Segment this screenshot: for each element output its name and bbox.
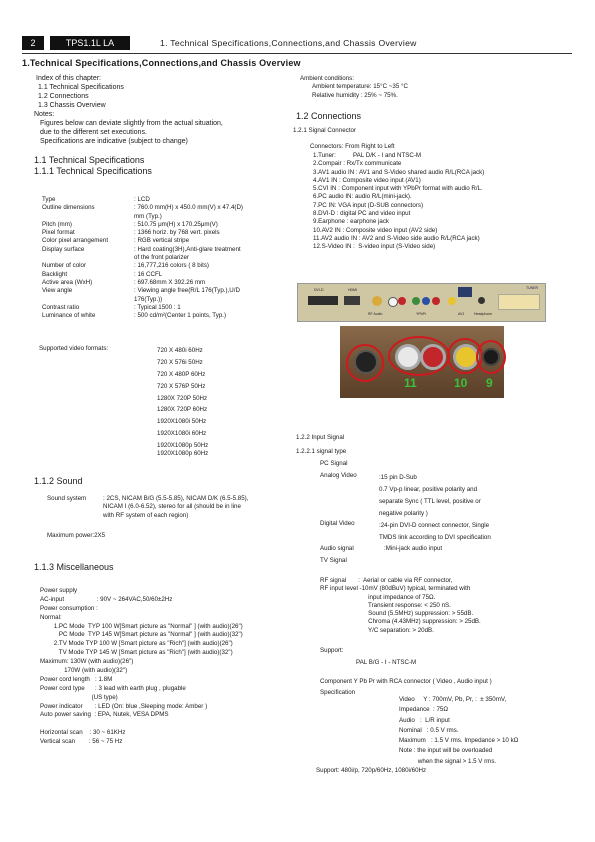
spec-label: Type	[42, 196, 56, 203]
spec-row	[42, 271, 292, 279]
rf-line: Chroma (4.43MHz) suppression: > 25dB.	[320, 618, 481, 626]
audio-port-red	[398, 297, 406, 305]
digital-line: TMDS link according to DVI specification	[379, 534, 491, 541]
spec-row	[42, 213, 292, 221]
video-format-item: 1280X 720P 60Hz	[157, 406, 208, 414]
support-label: Support:	[320, 647, 344, 654]
misc-list	[40, 587, 243, 747]
misc-line: Power consumption :	[40, 604, 98, 612]
callout-label-9: 9	[486, 376, 493, 390]
component-line: Maximum : 1.5 V rms. Impedance > 10 kΩ	[399, 737, 519, 745]
spec-value: : Hard coating(3H),Anti-glare treatment	[134, 245, 241, 253]
section-1-2-heading: 1.2 Connections	[296, 111, 362, 121]
connector-item: 2.Compair : Rx/Tx communicate	[313, 160, 402, 168]
sound-line: : 2CS, NICAM B/G (5.5-5.85), NICAM D/K (6.5-5.85),	[103, 495, 249, 502]
connector-item: 6.PC audio IN: audio R/L(mini-jack).	[313, 193, 412, 201]
main-title: 1.Technical Specifications,Connections,and Chassis Overview	[22, 58, 301, 68]
component-line: Note : the input will be overloaded	[399, 747, 493, 755]
video-formats-label: Supported video formats:	[39, 345, 109, 352]
sound-line: NICAM I (6.0-6.52), stereo for all (should be in line	[103, 503, 241, 511]
spec-value: : 760.0 mm(H) x 450.0 mm(V) x 47.4(D)	[134, 204, 243, 212]
connector-item: 11.AV2 audio IN : AV2 and S-Video side audio R/L(RCA jack)	[313, 234, 480, 242]
rf-line: Transient response: < 250 nS.	[320, 601, 451, 609]
spec-value: : Viewing angle free(R/L 176(Typ.),U/D	[134, 287, 240, 295]
callout-ring-9	[476, 340, 506, 374]
model-name: TPS1.1L LA	[65, 38, 115, 48]
component-support: Support: 480i/p, 720p/60Hz, 1080i/60Hz	[316, 767, 427, 774]
digital-line: :24-pin DVI-D connect connector, Single	[379, 522, 490, 529]
spec-value: : 16 CCFL	[134, 270, 163, 278]
notes-line: due to the different set executions.	[40, 129, 147, 136]
analog-line: :15 pin D-Sub	[379, 474, 417, 481]
misc-line: Vertical scan : 56 ~ 75 Hz	[40, 738, 123, 746]
ypbpr-port-red	[432, 297, 440, 305]
connector-item: 5.CVI IN : Component input with YPbPr format with audio R/L.	[313, 185, 483, 193]
video-format-item: 1920X1080i 50Hz	[157, 418, 207, 426]
spec-row	[42, 262, 292, 270]
page-number: 2	[30, 38, 36, 48]
panel-label-av1: AV1	[458, 312, 465, 316]
tv-signal-label: TV Signal	[320, 557, 347, 564]
spec-row	[42, 304, 292, 312]
connector-item: 1.Tuner: PAL D/K - I and NTSC-M	[313, 152, 422, 159]
header-rule	[22, 53, 572, 54]
spec-value: : 510.75 μm(H) x 170.25μm(V)	[134, 220, 218, 228]
spec-row	[42, 221, 292, 229]
model-box	[50, 36, 130, 50]
tuner-block	[498, 294, 540, 310]
input-signal-heading: 1.2.2 Input Signal	[296, 434, 345, 441]
spec-value: : 1366 horiz. by 768 vert. pixels	[134, 229, 220, 237]
misc-line: 2.TV Mode TYP 100 W [Smart picture as "Rich"] (with audio)(26")	[40, 640, 233, 648]
rf-line: Y/C separation: > 20dB.	[320, 626, 434, 634]
vga-port	[458, 287, 472, 297]
spec-row	[42, 254, 292, 262]
sound-heading: 1.1.2 Sound	[34, 476, 83, 486]
rf-line: input impedance of 75Ω.	[320, 593, 436, 601]
section-1-2-1-heading: 1.2.1 Signal Connector	[293, 127, 356, 134]
rf-spec	[320, 577, 481, 635]
spec-row	[42, 196, 292, 204]
connector-item: 9.Earphone : earphone jack	[313, 218, 390, 226]
connector-item: 4.AV1 IN : Composite video input (AV1)	[313, 176, 421, 184]
rf-line: RF signal : Aerial or cable via RF connector,	[320, 577, 453, 584]
panel-label-tuner: TUNER	[526, 286, 539, 290]
spec-label: Active area (WxH)	[42, 278, 93, 286]
rf-line: RF input level -10mV (80dBuV) typical, terminated with	[320, 585, 471, 593]
panel-label-ypbpr: YPbPr	[416, 312, 427, 316]
callout-label-10: 10	[454, 376, 468, 390]
page-number-box	[22, 36, 44, 50]
connector-item: 12.S-Video IN : S-video input (S-Video side)	[313, 243, 436, 251]
spec-label: Display surface	[42, 245, 85, 253]
misc-line: PC Mode TYP 145 W[Smart picture as "Normal" ] (with audio)(32")	[40, 631, 243, 639]
ambient-conditions	[300, 75, 408, 100]
video-format-item: 720 X 480P 60Hz	[157, 370, 206, 378]
ypbpr-port-blue	[422, 297, 430, 305]
rear-connector-panel-image	[297, 283, 546, 322]
spec-row	[42, 204, 292, 212]
connector-item: 10.AV2 IN : Composite video input (AV2 side)	[313, 226, 438, 234]
dvi-port	[308, 296, 338, 305]
video-formats-list	[157, 347, 208, 462]
sound-system-value	[103, 495, 248, 520]
spec-label: Color pixel arrangement	[42, 237, 109, 245]
analog-line: 0.7 Vp-p linear, positive polarity and	[379, 486, 478, 493]
analog-line: negative polarity )	[379, 510, 428, 517]
component-heading: Component Y Pb Pr with RCA connector ( Video , Audio input )	[320, 678, 492, 685]
spec-row	[42, 279, 292, 287]
av1-port-yellow	[448, 297, 456, 305]
spec-value: of the front polarizer	[134, 254, 190, 262]
section-1-1-1-heading: 1.1.1 Technical Specifications	[34, 166, 152, 176]
misc-line: Power indicator : LED (On: blue ,Sleeping mode: Amber )	[40, 702, 208, 710]
spec-label	[42, 296, 134, 304]
video-format-item: 720 X 576P 50Hz	[157, 382, 206, 390]
spec-label: Pixel format	[42, 229, 75, 237]
spec-label: Luminance of white	[42, 312, 96, 320]
spec-value: : 16,777,216 colors ( 8 bits)	[134, 262, 209, 270]
panel-label-dvi: DVI-D	[314, 288, 324, 292]
spec-label: Backlight	[42, 270, 68, 278]
spec-table	[42, 196, 292, 320]
misc-line: Power cord type : 3 lead with earth plug , plugable	[40, 684, 186, 692]
notes-label: Notes:	[34, 111, 55, 118]
index-item: 1.1 Technical Specifications	[38, 84, 124, 91]
misc-line: AC-input : 90V ~ 264VAC,50/60±2Hz	[40, 595, 173, 603]
component-line: Impedance : 75Ω	[399, 706, 448, 714]
misc-line: 170W (with audio)(32")	[40, 667, 128, 675]
index-item: 1.2 Connections	[38, 93, 89, 100]
sound-line: with RF system of each region)	[103, 511, 189, 519]
callout-ring-11	[388, 336, 450, 376]
video-format-item: 720 X 576i 50Hz	[157, 358, 203, 366]
connector-item: 7.PC IN: VGA input (D-SUB connectors)	[313, 201, 424, 209]
misc-heading: 1.1.3 Miscellaneous	[34, 562, 114, 572]
max-power: Maximum power:2X5	[47, 532, 106, 539]
spec-row	[42, 237, 292, 245]
header-title: 1. Technical Specifications,Connections,and Chassis Overview	[160, 38, 417, 48]
index-item: 1.3 Chassis Overview	[38, 102, 106, 109]
connectors-list	[313, 152, 484, 252]
notes-line: Specifications are indicative (subject to change)	[40, 138, 188, 145]
misc-line: Normal:	[40, 613, 62, 621]
spec-label: Outline dimensions	[42, 204, 95, 212]
video-format-item: 1280X 720P 50Hz	[157, 394, 208, 402]
hdmi-port	[344, 296, 360, 305]
ypbpr-port-green	[412, 297, 420, 305]
support-value: PAL B/G - I - NTSC-M	[356, 659, 417, 666]
component-spec	[399, 695, 518, 767]
spec-label: Contrast ratio	[42, 303, 80, 311]
spec-row	[42, 246, 292, 254]
pc-signal-label: PC Signal	[320, 460, 348, 467]
chapter-index	[36, 74, 223, 146]
analog-video-value	[379, 472, 481, 520]
rf-port	[372, 296, 382, 306]
spec-value: : 697.68mm X 392.26 mm	[134, 278, 206, 286]
misc-line	[40, 720, 243, 729]
connector-item: 8.DVI-D : digital PC and video input	[313, 210, 411, 218]
headphone-port	[478, 297, 485, 304]
spec-value: : LCD	[134, 196, 150, 203]
spec-label	[42, 213, 134, 221]
spec-label: Pitch (mm)	[42, 220, 72, 228]
spec-value: 176(Typ.))	[134, 295, 163, 303]
component-line: Nominal : 0.5 V rms.	[399, 726, 459, 734]
callout-label-11: 11	[404, 376, 417, 390]
spec-label: View angle	[42, 287, 73, 295]
callout-ring-left	[346, 344, 384, 382]
component-spec-label: Specification	[320, 689, 356, 696]
misc-line: (US type)	[40, 693, 118, 701]
component-line: Audio : L/R input	[399, 716, 450, 724]
panel-label-audio: RF Audio	[368, 312, 383, 316]
panel-label-hdmi: HDMI	[348, 288, 357, 292]
spec-value: : 500 cd/m²(Center 1 points, Typ.)	[134, 312, 227, 320]
ambient-label: Ambient conditions:	[300, 75, 354, 82]
component-line: when the signal > 1.5 V rms.	[399, 757, 497, 765]
audio-signal-label: Audio signal	[320, 545, 354, 552]
misc-line: Maximum: 130W (with audio)(26")	[40, 658, 134, 666]
spec-row	[42, 312, 292, 320]
digital-video-value	[379, 520, 491, 544]
video-format-item: 1920X1080i 60Hz	[157, 430, 207, 438]
analog-video-label: Analog Video	[320, 472, 357, 479]
spec-value: : RGB vertical stripe	[134, 237, 190, 245]
digital-video-label: Digital Video	[320, 520, 355, 527]
video-format-item: 720 X 480i 60Hz	[157, 347, 203, 354]
analog-line: separate Sync ( TTL level, positive or	[379, 498, 481, 505]
ambient-temp: Ambient temperature: 15°C ~35 °C	[312, 83, 408, 91]
misc-line: Horizontal scan : 30 ~ 61KHz	[40, 729, 126, 737]
side-connector-photo	[340, 326, 504, 398]
misc-line: Power supply	[40, 587, 78, 594]
misc-line: TV Mode TYP 145 W [Smart picture as "Rich"] (with audio)(32")	[40, 649, 233, 657]
audio-signal-value: :Mini-jack audio input	[384, 545, 443, 552]
connector-item: 3.AV1 audio IN : AV1 and S-Video shared audio R/L(RCA jack)	[313, 168, 485, 176]
misc-line: Power cord length : 1.8M	[40, 675, 113, 683]
spec-row	[42, 296, 292, 304]
rf-line: Sound (5.5MHz) suppression: > 55dB.	[320, 610, 474, 618]
spec-label: Number of color	[42, 262, 87, 270]
audio-port-white	[388, 297, 398, 307]
connectors-intro: Connectors: From Right to Left	[310, 143, 395, 150]
spec-label	[42, 254, 134, 262]
notes-line: Figures below can deviate slightly from the actual situation,	[40, 120, 223, 127]
index-label: Index of this chapter:	[36, 75, 101, 82]
section-1-1-heading: 1.1 Technical Specifications	[34, 155, 145, 165]
panel-label-headphone: Headphone	[474, 312, 493, 316]
spec-row	[42, 287, 292, 295]
signal-type-heading: 1.2.2.1 signal type	[296, 448, 347, 455]
misc-line: 1.PC Mode TYP 100 W[Smart picture as "Normal" ] (with audio)(26")	[40, 622, 243, 630]
component-line: Video Y : 700mV, Pb, Pr, : ± 350mV,	[399, 696, 507, 703]
sound-system-label: Sound system	[47, 495, 87, 502]
video-format-item: 1920X1080p 60Hz	[157, 450, 209, 458]
spec-value: mm (Typ.)	[134, 212, 162, 220]
misc-line: Auto power saving : EPA, Nutek, VESA DPMS	[40, 711, 169, 719]
video-format-item: 1920X1080p 50Hz	[157, 442, 209, 450]
spec-value: : Typical 1500 : 1	[134, 303, 181, 311]
spec-row	[42, 229, 292, 237]
ambient-humidity: Relative humidity : 25% ~ 75%.	[312, 91, 398, 99]
